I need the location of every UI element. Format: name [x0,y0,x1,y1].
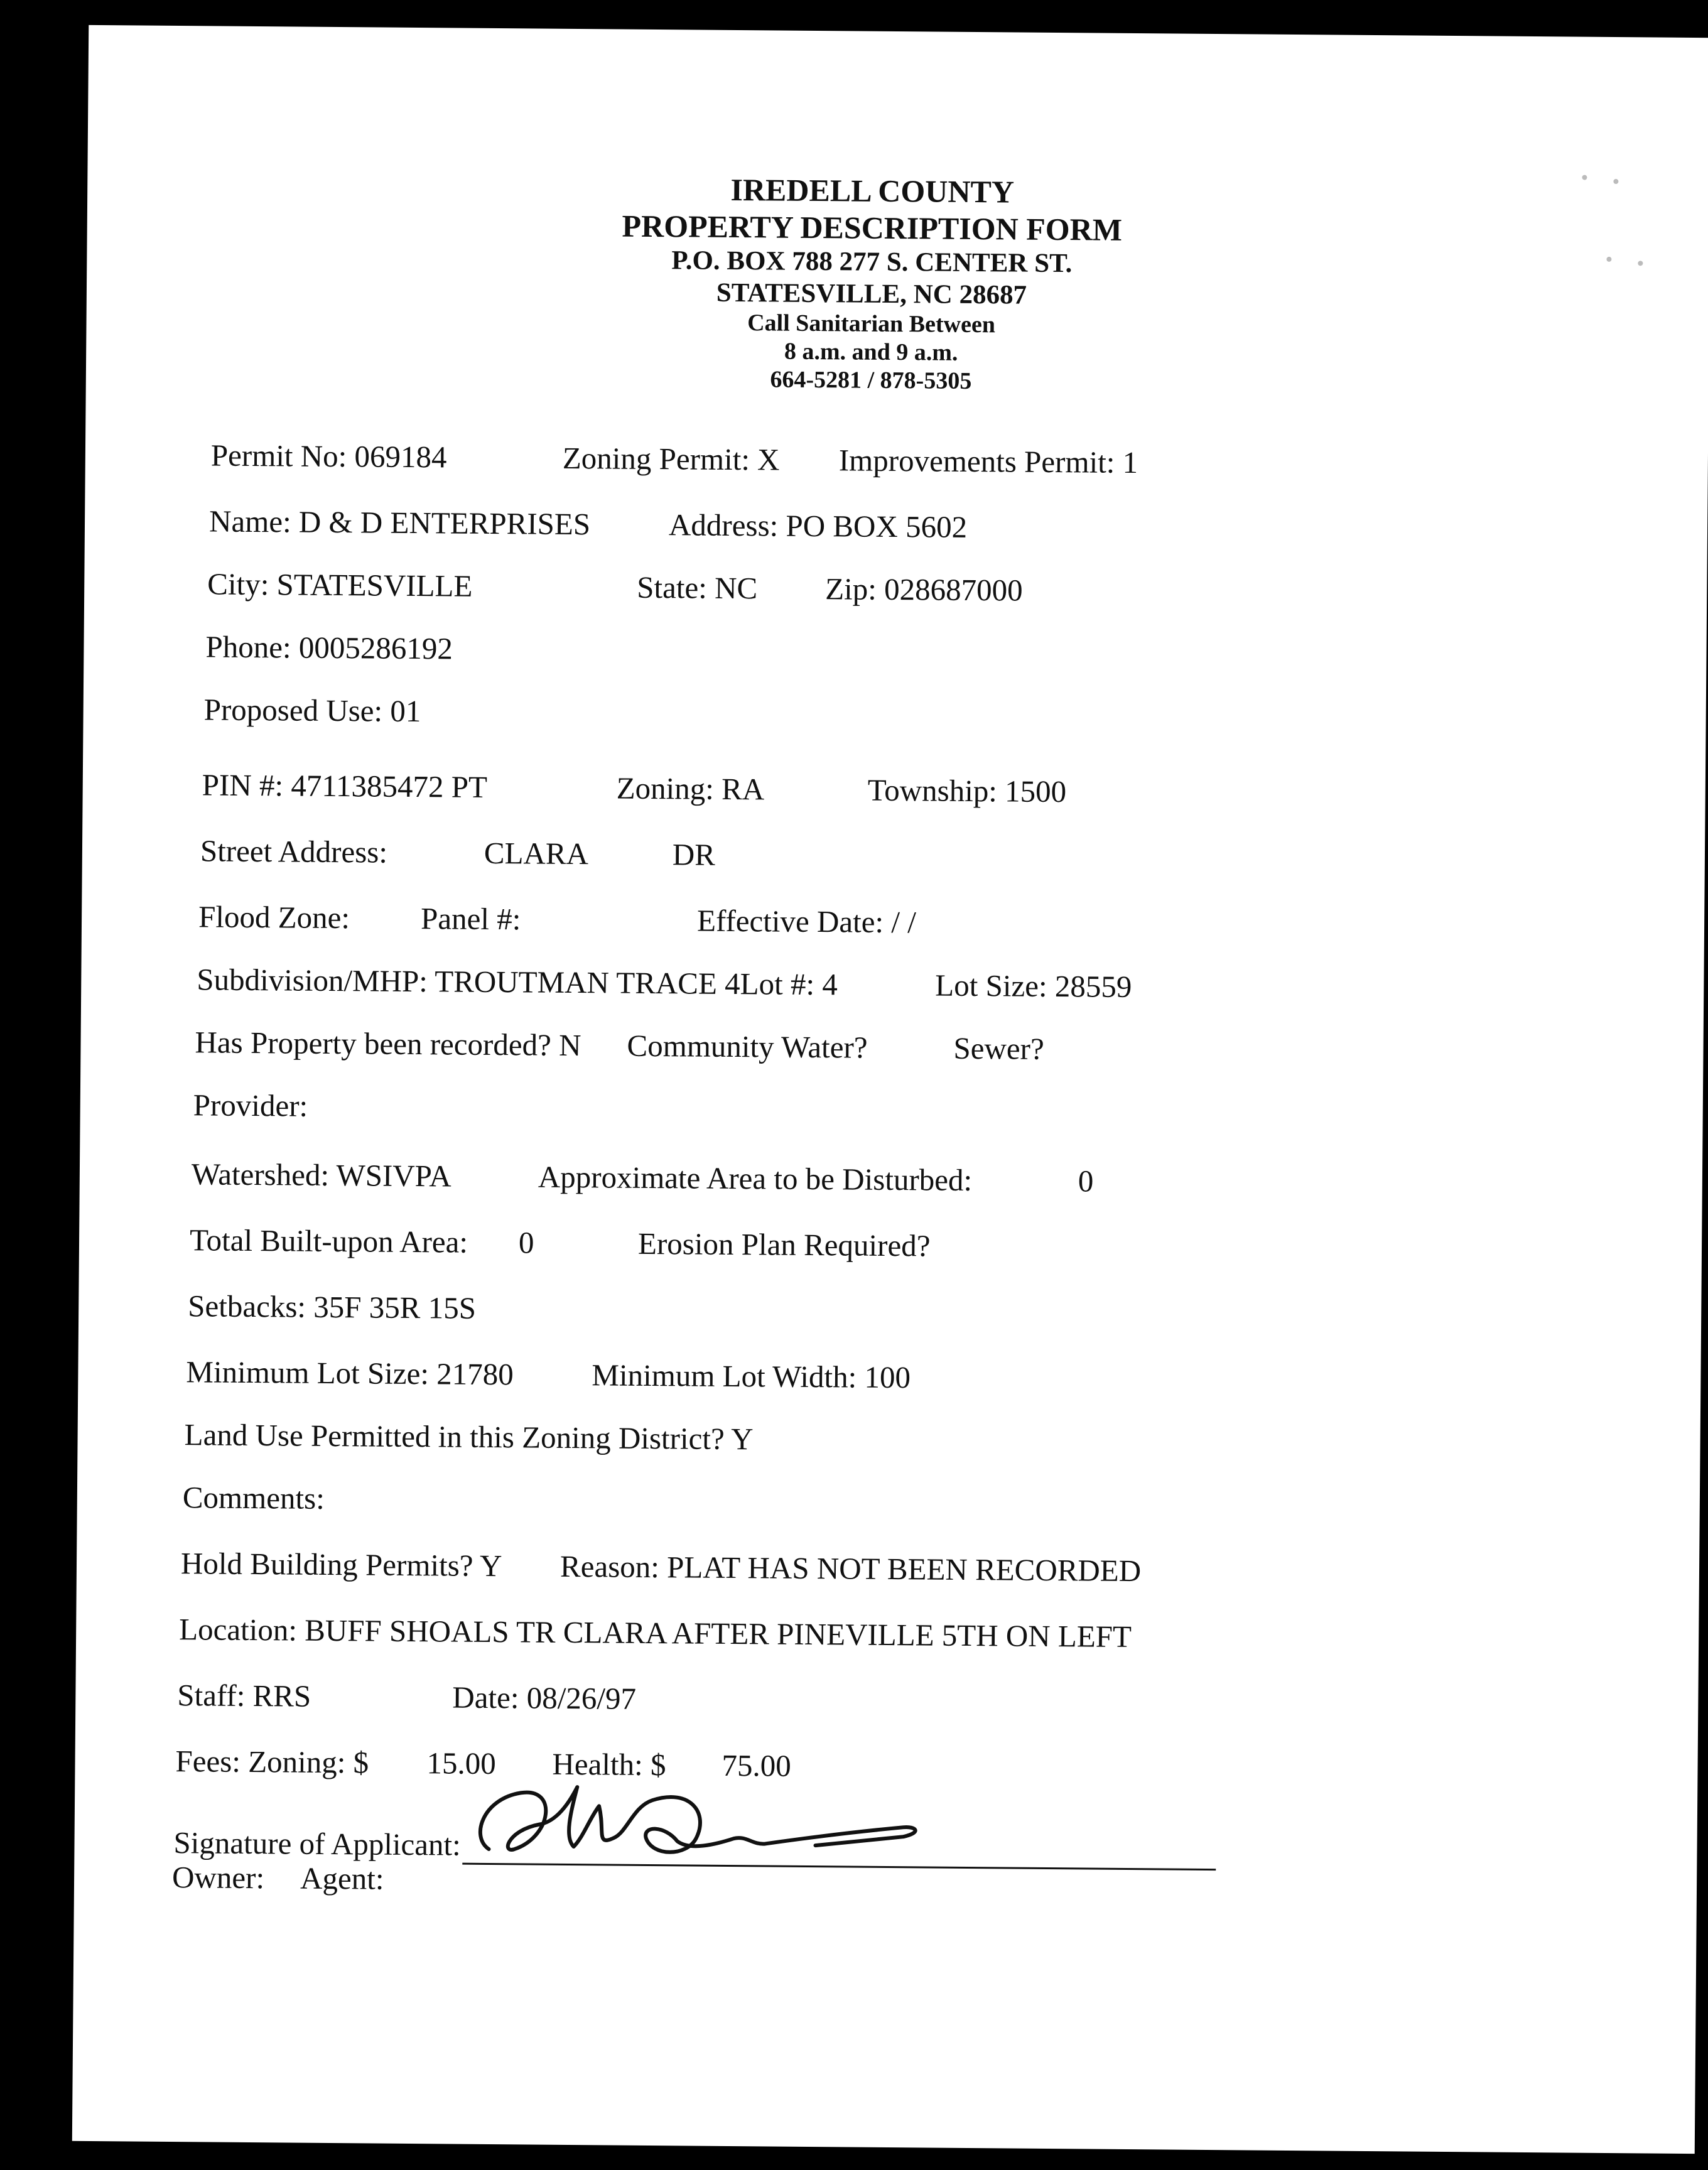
zoning-permit: Zoning Permit: X [562,440,780,477]
form-title: PROPERTY DESCRIPTION FORM [622,208,1123,247]
proposed-use-row [83,691,1705,741]
applicant-phone: Phone: 0005286192 [205,629,453,666]
built-upon-value: 0 [518,1225,534,1260]
min-lot-size: Minimum Lot Size: 21780 [186,1354,514,1392]
header-address: P.O. BOX 788 277 S. CENTER ST. [671,246,1073,279]
form-header [601,170,1143,397]
header-city: STATESVILLE, NC 28687 [716,278,1027,310]
area-disturbed-label: Approximate Area to be Disturbed: [538,1159,973,1198]
applicant-city: City: STATESVILLE [207,566,473,603]
subdivision-row [81,961,1704,1011]
pin-row [83,766,1705,816]
fees-zoning-value: 15.00 [426,1746,497,1781]
hold-permits-row [77,1545,1699,1595]
applicant-state: State: NC [637,569,758,606]
pin-number: PIN #: 4711385472 PT [202,767,488,804]
location: Location: BUFF SHOALS TR CLARA AFTER PINEVILLE 5TH ON LEFT [178,1612,1132,1654]
township: Township: 1500 [867,772,1067,809]
effective-date: Effective Date: / / [696,903,917,940]
form-page [72,25,1708,2154]
min-lot-row [78,1353,1700,1403]
signature-label: Signature of Applicant: [173,1825,461,1862]
phone-row [84,628,1706,678]
applicant-address: Address: PO BOX 5602 [668,507,968,544]
header-call: Call Sanitarian Between [747,310,996,338]
comments-row [77,1479,1700,1529]
applicant-name: Name: D & D ENTERPRISES [208,504,591,542]
panel-number: Panel #: [420,901,521,937]
fees-health-value: 75.00 [722,1747,792,1783]
header-phones: 664-5281 / 878-5305 [770,366,972,395]
land-use-row [77,1416,1700,1466]
recorded-row [80,1023,1703,1074]
scan-speck [1582,175,1587,180]
header-hours: 8 a.m. and 9 a.m. [784,338,958,367]
hold-building-permits: Hold Building Permits? Y [180,1546,502,1584]
name-row [85,502,1707,553]
area-disturbed-value: 0 [1078,1163,1094,1199]
street-address-label: Street Address: [200,833,388,870]
community-water: Community Water? [627,1028,868,1065]
fees-zoning-label: Fees: Zoning: $ [175,1744,369,1780]
proposed-use: Proposed Use: 01 [203,692,421,729]
built-upon-row [79,1221,1702,1271]
improvements-permit: Improvements Permit: 1 [838,443,1138,480]
staff-row [75,1676,1698,1727]
scan-speck [1613,179,1618,184]
scan-speck [1606,257,1611,262]
permit-no: Permit No: 069184 [210,438,447,475]
provider-row [80,1086,1703,1136]
handwritten-signature [463,1761,967,1891]
comments: Comments: [182,1480,325,1516]
street-suffix: DR [672,837,716,872]
location-row [76,1611,1699,1661]
lot-size: Lot Size: 28559 [935,968,1132,1004]
agent-label: Agent: [300,1860,384,1896]
owner-label: Owner: [171,1860,265,1896]
fees-health-label: Health: $ [552,1746,666,1783]
setbacks-row [78,1287,1701,1337]
watershed-row [80,1155,1702,1206]
provider: Provider: [193,1088,308,1123]
street-name: CLARA [484,835,589,872]
street-row [82,832,1705,882]
hold-reason: Reason: PLAT HAS NOT BEEN RECORDED [559,1548,1142,1589]
permit-row [85,436,1708,487]
date: Date: 08/26/97 [452,1680,637,1716]
erosion-plan: Erosion Plan Required? [637,1226,931,1263]
flood-zone: Flood Zone: [198,899,350,936]
sewer: Sewer? [953,1030,1044,1066]
land-use-permitted: Land Use Permitted in this Zoning District? Y [184,1417,754,1457]
setbacks: Setbacks: 35F 35R 15S [188,1288,477,1325]
applicant-zip: Zip: 028687000 [825,571,1023,608]
scan-speck [1638,261,1643,266]
built-upon-label: Total Built-upon Area: [189,1223,468,1260]
min-lot-width: Minimum Lot Width: 100 [592,1358,911,1395]
subdivision: Subdivision/MHP: TROUTMAN TRACE 4Lot #: 4 [197,962,838,1002]
property-recorded: Has Property been recorded? N [195,1025,581,1063]
zoning-code: Zoning: RA [616,770,765,807]
county-name: IREDELL COUNTY [730,171,1015,210]
watershed: Watershed: WSIVPA [191,1157,452,1194]
staff: Staff: RRS [177,1678,311,1714]
flood-row [82,898,1704,948]
city-row [84,565,1707,615]
